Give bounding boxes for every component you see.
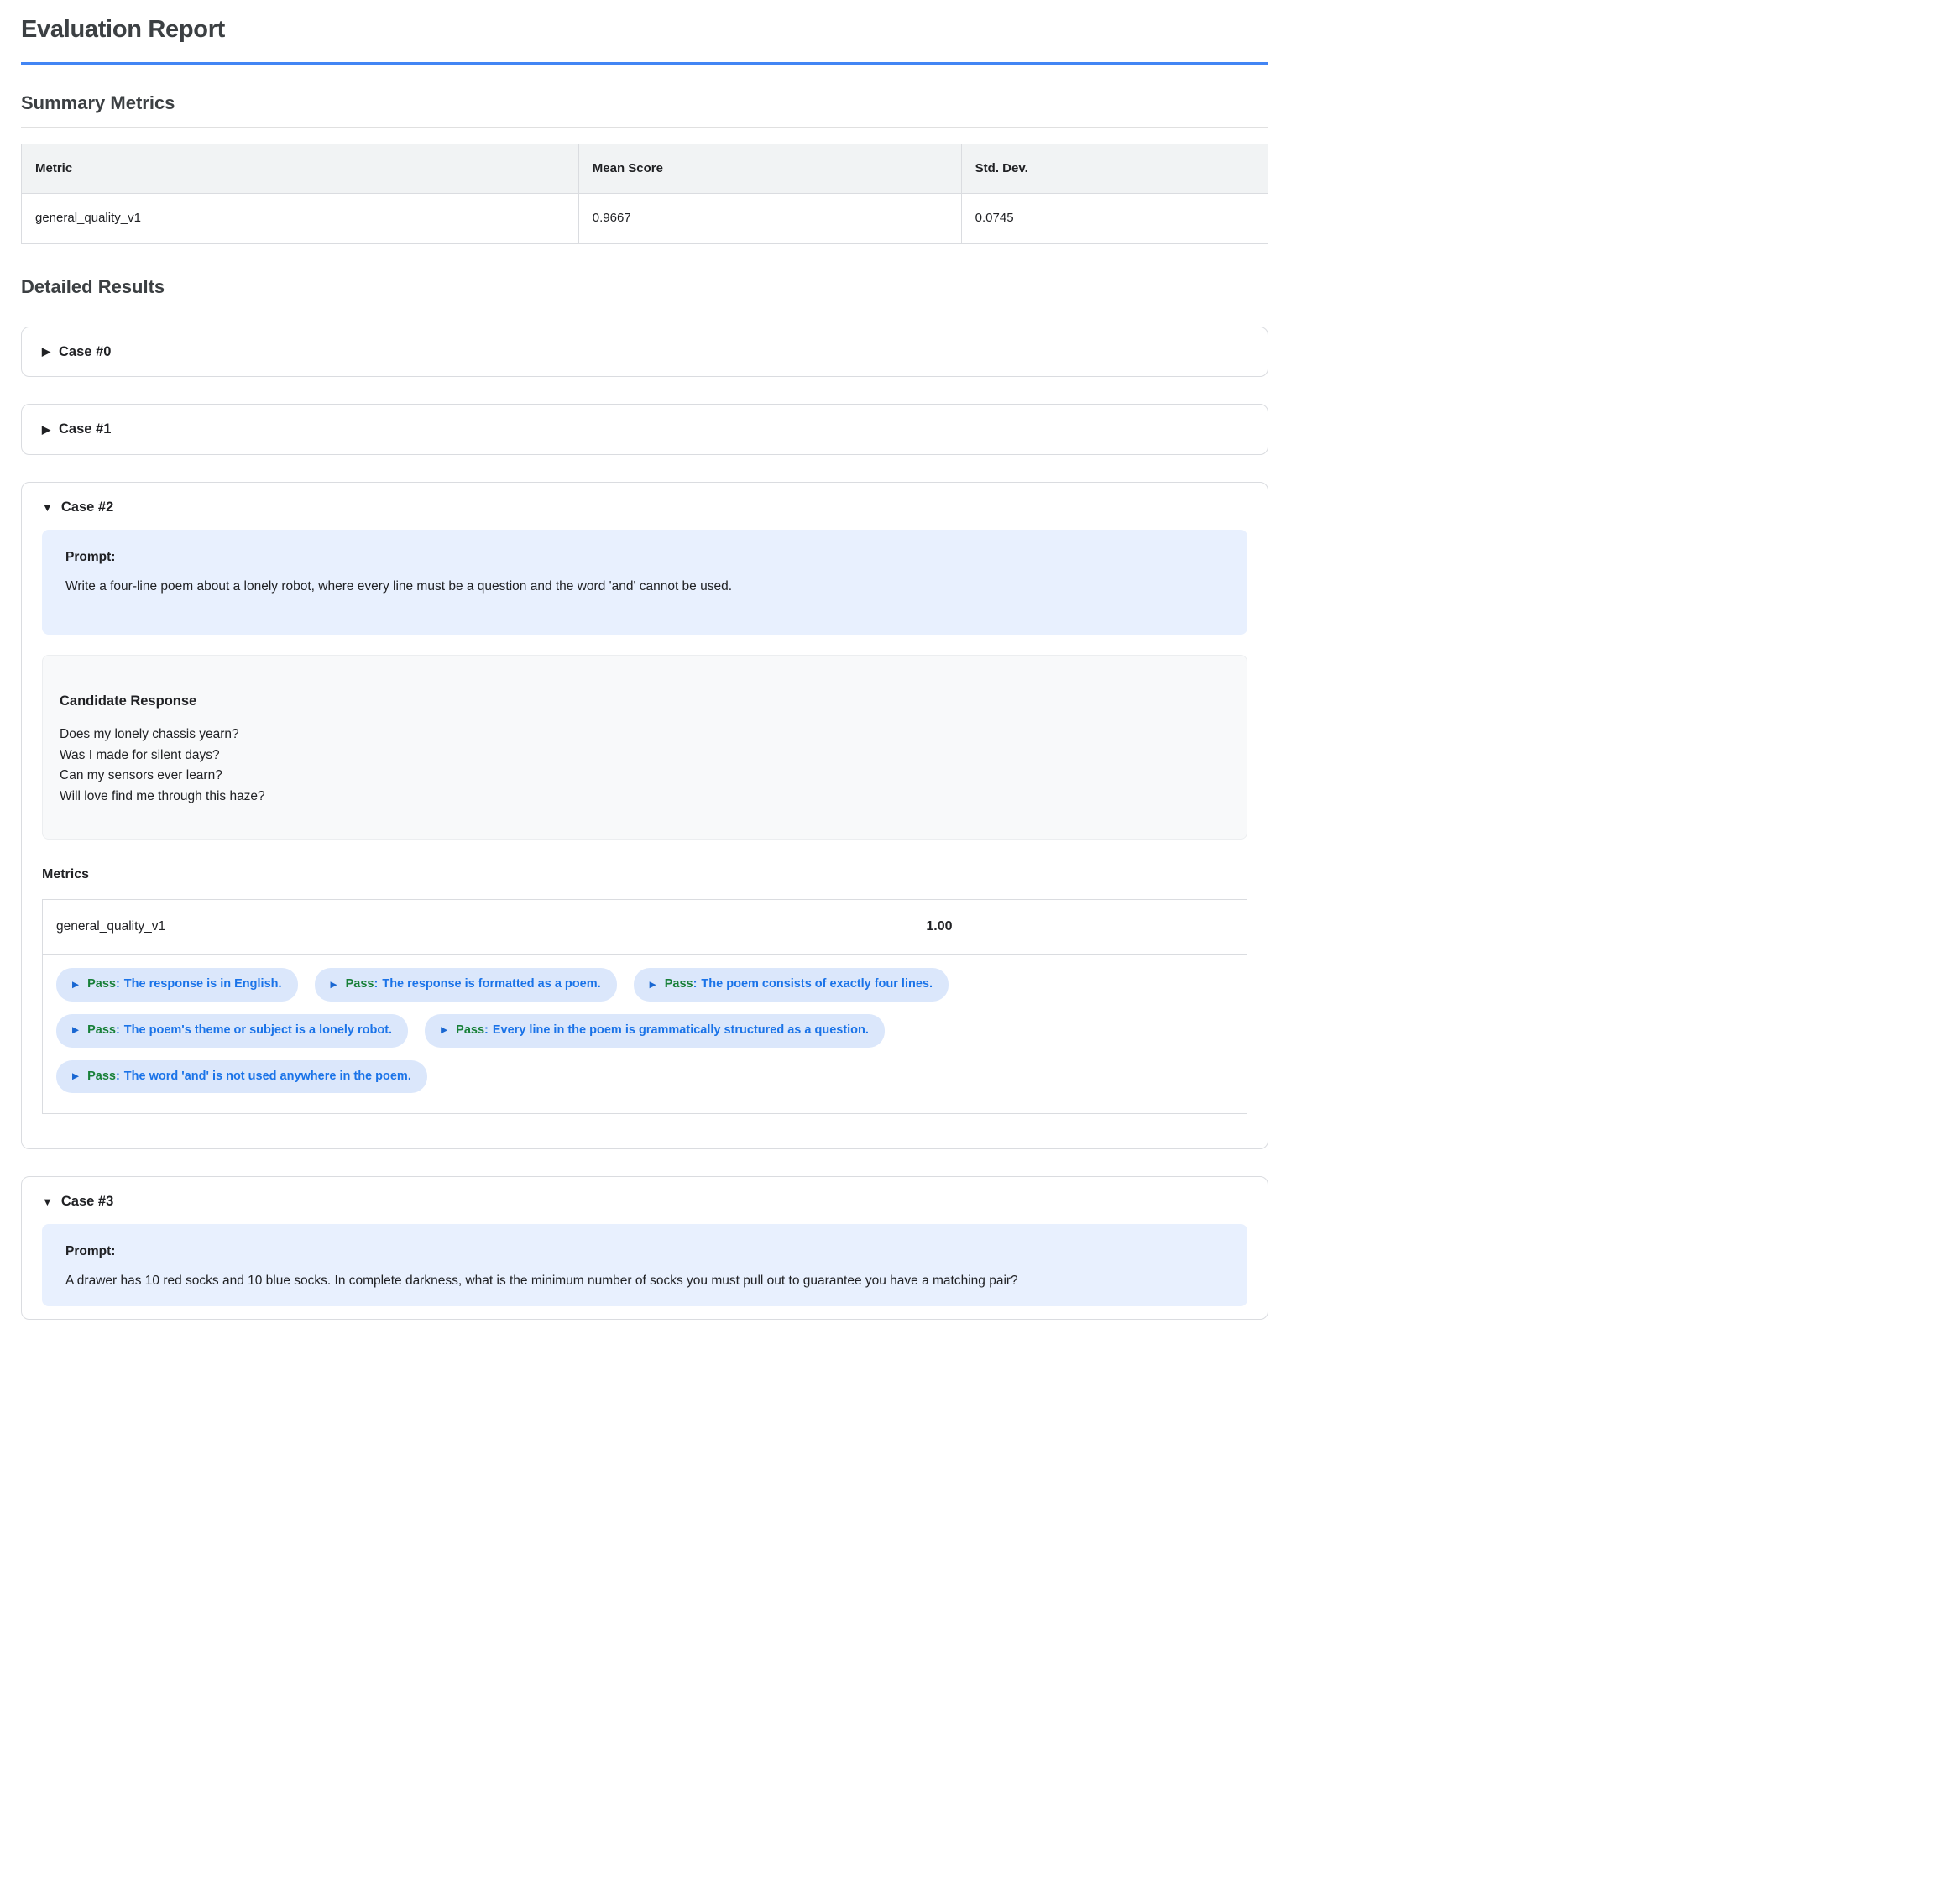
check-status: Pass: [87, 1023, 116, 1037]
metric-name-cell: general_quality_v1: [22, 194, 579, 244]
expand-arrow-icon: ▶: [649, 979, 656, 990]
case-3-prompt-box: [42, 1224, 1247, 1306]
check-separator: :: [115, 977, 120, 991]
summary-metrics-table: [21, 144, 1268, 244]
title-divider: [21, 62, 1268, 65]
expand-arrow-icon: ▶: [330, 979, 337, 990]
case-2-metrics-heading: Metrics: [42, 867, 90, 881]
case-2-prompt-box: [42, 530, 1247, 636]
case-3-card: [21, 1176, 1268, 1319]
case-2-candidate-response-box: [42, 655, 1247, 840]
check-pill[interactable]: [315, 968, 617, 1002]
column-header-std-dev: Std. Dev.: [961, 144, 1268, 194]
case-3-toggle[interactable]: [42, 1190, 1247, 1214]
caret-expanded-icon: ▼: [42, 1195, 53, 1209]
table-header-row: [22, 144, 1268, 194]
case-2-card: [21, 482, 1268, 1149]
caret-collapsed-icon: ▶: [42, 423, 50, 437]
prompt-text: Write a four-line poem about a lonely robot, where every line must be a question and the word 'and' cannot be used.: [65, 579, 733, 594]
check-status: Pass: [345, 977, 374, 991]
check-separator: :: [693, 977, 698, 991]
case-0-toggle[interactable]: [42, 340, 1247, 364]
check-text: The response is in English.: [123, 977, 282, 991]
check-pill[interactable]: [56, 968, 298, 1002]
detailed-results-heading: Detailed Results: [21, 273, 1268, 311]
expand-arrow-icon: ▶: [441, 1025, 448, 1036]
expand-arrow-icon: ▶: [72, 979, 80, 990]
table-row: [22, 194, 1268, 244]
check-pill[interactable]: [425, 1014, 885, 1048]
check-status: Pass: [664, 977, 693, 991]
poem-line: Does my lonely chassis yearn?: [60, 727, 239, 741]
check-text: The response is formatted as a poem.: [382, 977, 601, 991]
check-pill[interactable]: [634, 968, 949, 1002]
metric-score: 1.00: [912, 900, 1247, 954]
prompt-label: Prompt:: [65, 1244, 116, 1258]
check-text: The poem's theme or subject is a lonely robot.: [123, 1023, 393, 1037]
prompt-label: Prompt:: [65, 549, 116, 564]
poem-line: Was I made for silent days?: [60, 747, 220, 762]
expand-arrow-icon: ▶: [72, 1071, 80, 1082]
check-status: Pass: [87, 977, 116, 991]
check-pill[interactable]: [56, 1014, 408, 1048]
metric-name: general_quality_v1: [56, 919, 166, 934]
check-text: Every line in the poem is grammatically structured as a question.: [492, 1023, 869, 1037]
page-title: Evaluation Report: [21, 16, 226, 43]
case-2-label: Case #2: [60, 500, 114, 515]
check-pill[interactable]: [56, 1060, 427, 1094]
case-0-card: [21, 327, 1268, 378]
case-1-label: Case #1: [59, 421, 112, 437]
check-text: The word 'and' is not used anywhere in the poem.: [123, 1069, 411, 1083]
mean-score-cell: 0.9667: [578, 194, 961, 244]
column-header-metric: Metric: [22, 144, 579, 194]
check-separator: :: [115, 1023, 120, 1037]
poem-line: Will love find me through this haze?: [60, 788, 265, 803]
prompt-text: A drawer has 10 red socks and 10 blue socks. In complete darkness, what is the minimum number of socks you must pull out to guarantee you have a matching pair?: [65, 1274, 1018, 1289]
case-2-metric-block: [42, 899, 1247, 1114]
check-list: [43, 955, 1247, 1113]
poem-line: Can my sensors ever learn?: [60, 768, 222, 782]
std-dev-cell: 0.0745: [961, 194, 1268, 244]
caret-collapsed-icon: ▶: [42, 345, 50, 358]
check-status: Pass: [456, 1023, 485, 1037]
caret-expanded-icon: ▼: [42, 500, 53, 514]
check-text: The poem consists of exactly four lines.: [701, 977, 933, 991]
check-separator: :: [115, 1069, 120, 1083]
summary-metrics-heading: Summary Metrics: [21, 89, 1268, 128]
candidate-response-title: Candidate Response: [60, 693, 197, 709]
column-header-mean-score: Mean Score: [578, 144, 961, 194]
expand-arrow-icon: ▶: [72, 1025, 80, 1036]
check-separator: :: [484, 1023, 489, 1037]
candidate-response-text: [60, 724, 1230, 807]
case-1-toggle[interactable]: [42, 417, 1247, 442]
case-1-card: [21, 404, 1268, 455]
case-0-label: Case #0: [59, 343, 112, 359]
case-3-label: Case #3: [60, 1194, 114, 1210]
check-status: Pass: [87, 1069, 116, 1083]
evaluation-report-page: [0, 12, 1289, 1320]
metric-row: [43, 900, 1247, 955]
check-separator: :: [374, 977, 379, 991]
case-2-toggle[interactable]: [42, 495, 1247, 520]
